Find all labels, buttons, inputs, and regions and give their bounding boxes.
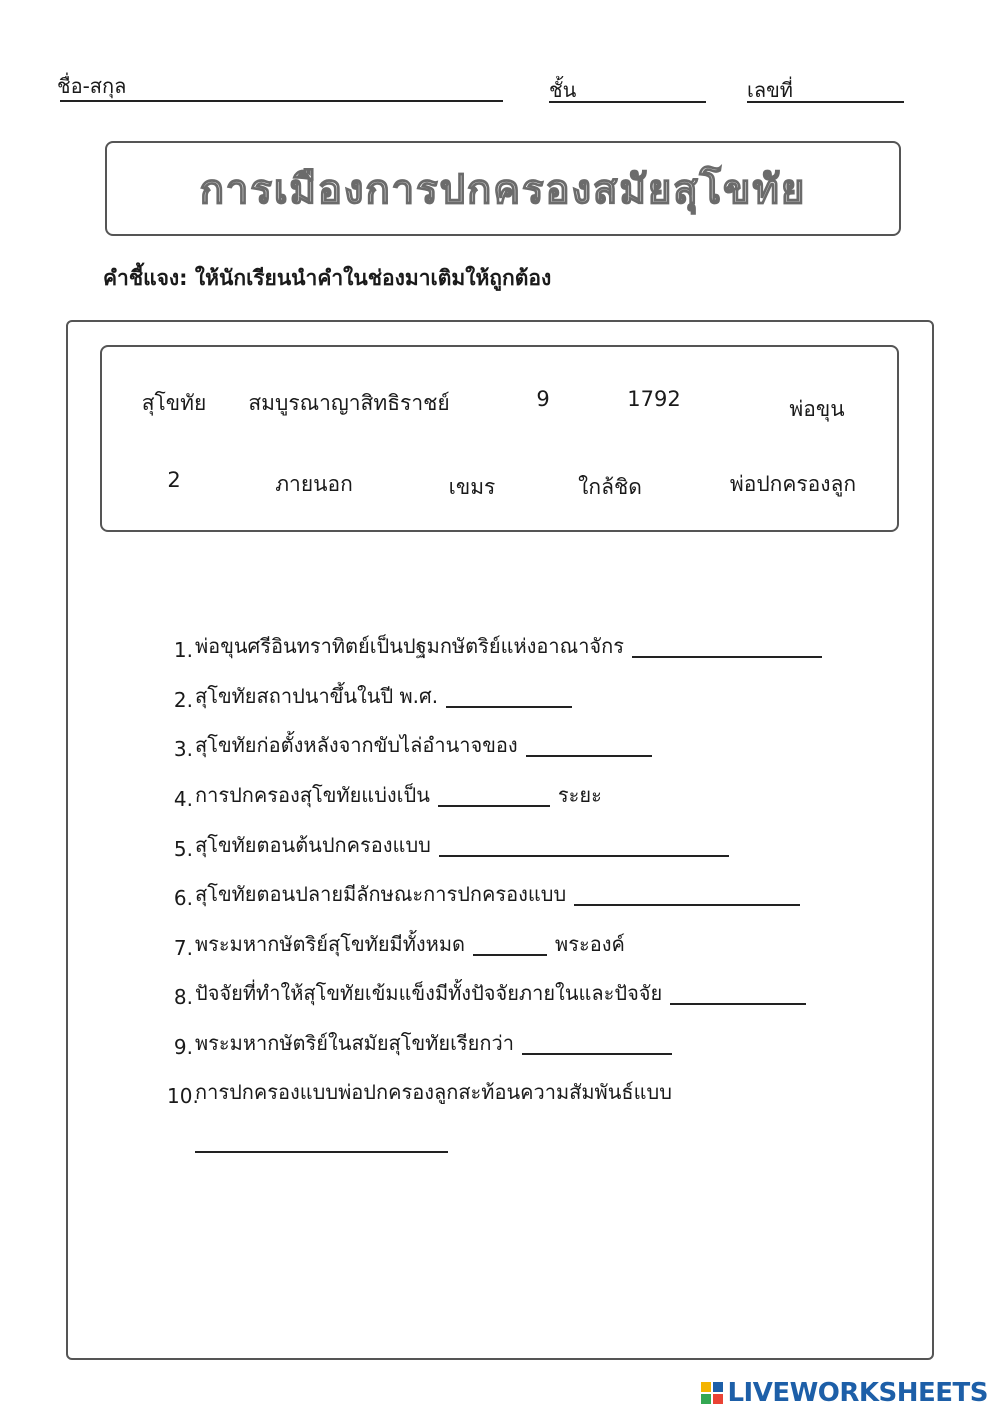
number-field[interactable] [747,101,904,103]
question-2 [167,680,580,712]
question-number: 8. [173,985,193,1009]
answer-blank[interactable] [473,953,547,956]
logo-mark-icon [701,1382,723,1404]
class-field[interactable] [549,101,706,103]
number-label: เลขที่ [747,78,793,102]
question-text: พ่อขุนศรีอินทราทิตย์เป็นปฐมกษัตริย์แห่งอาณาจักร [195,634,625,658]
word-bank-item[interactable]: เขมร [448,475,496,499]
logo-text: LIVEWORKSHEETS [727,1378,988,1408]
liveworksheets-logo [701,1378,988,1408]
question-4 [167,779,602,811]
word-bank-item[interactable]: ใกล้ชิด [578,475,642,499]
question-number: 7. [173,936,193,960]
answer-blank[interactable] [522,1052,672,1055]
question-5 [167,829,737,861]
name-field[interactable] [60,100,503,102]
question-number: 10. [167,1084,199,1108]
answer-blank[interactable] [439,854,729,857]
word-bank-item[interactable]: สุโขทัย [141,391,207,415]
word-bank-item[interactable]: 9 [536,387,550,411]
answer-blank[interactable] [195,1151,448,1153]
question-9 [167,1027,680,1059]
word-bank [100,345,899,532]
question-number: 2. [173,688,193,712]
title-box [105,141,901,236]
question-number: 3. [173,737,193,761]
answer-blank[interactable] [526,754,652,757]
question-6 [167,878,808,910]
question-7 [167,928,625,960]
answer-blank[interactable] [438,804,550,807]
question-8 [167,977,814,1009]
word-bank-item[interactable]: สมบูรณาญาสิทธิราชย์ [248,391,450,415]
word-bank-item[interactable]: 2 [167,468,181,492]
question-text: พระมหากษัตริย์สุโขทัยมีทั้งหมด [195,932,466,956]
question-text: การปกครองแบบพ่อปกครองลูกสะท้อนความสัมพันธ์แบบ [195,1080,672,1104]
answer-blank[interactable] [574,903,800,906]
question-text: สุโขทัยสถาปนาขึ้นในปี พ.ศ. [195,684,439,708]
question-text: สุโขทัยตอนปลายมีลักษณะการปกครองแบบ [195,882,567,906]
question-text: ปัจจัยที่ทำให้สุโขทัยเข้มแข็งมีทั้งปัจจัยภายในและปัจจัย [195,981,663,1005]
page-title: การเมืองการปกครองสมัยสุโขทัย [199,166,807,213]
question-text: สุโขทัยก่อตั้งหลังจากขับไล่อำนาจของ [195,733,518,757]
question-3 [167,729,660,761]
question-number: 1. [173,638,193,662]
question-number: 4. [173,787,193,811]
question-number: 5. [173,837,193,861]
question-text: การปกครองสุโขทัยแบ่งเป็น [195,783,430,807]
question-suffix: พระองค์ [555,932,625,956]
answer-blank[interactable] [632,655,822,658]
word-bank-item[interactable]: พ่อขุน [789,397,845,421]
question-text: พระมหากษัตริย์ในสมัยสุโขทัยเรียกว่า [195,1031,514,1055]
question-1 [167,630,830,662]
instruction: คำชี้แจง: ให้นักเรียนนำคำในช่องมาเติมให้ถูกต้อง [103,266,552,290]
word-bank-item[interactable]: 1792 [627,387,681,411]
question-number: 9. [173,1035,193,1059]
question-number: 6. [173,886,193,910]
name-label: ชื่อ-สกุล [57,74,127,98]
question-text: สุโขทัยตอนต้นปกครองแบบ [195,833,431,857]
class-label: ชั้น [549,78,577,102]
word-bank-item[interactable]: ภายนอก [275,472,353,496]
word-bank-item[interactable]: พ่อปกครองลูก [729,472,857,496]
answer-blank[interactable] [446,705,572,708]
question-suffix: ระยะ [557,783,602,807]
answer-blank[interactable] [670,1002,806,1005]
question-10 [167,1076,672,1108]
